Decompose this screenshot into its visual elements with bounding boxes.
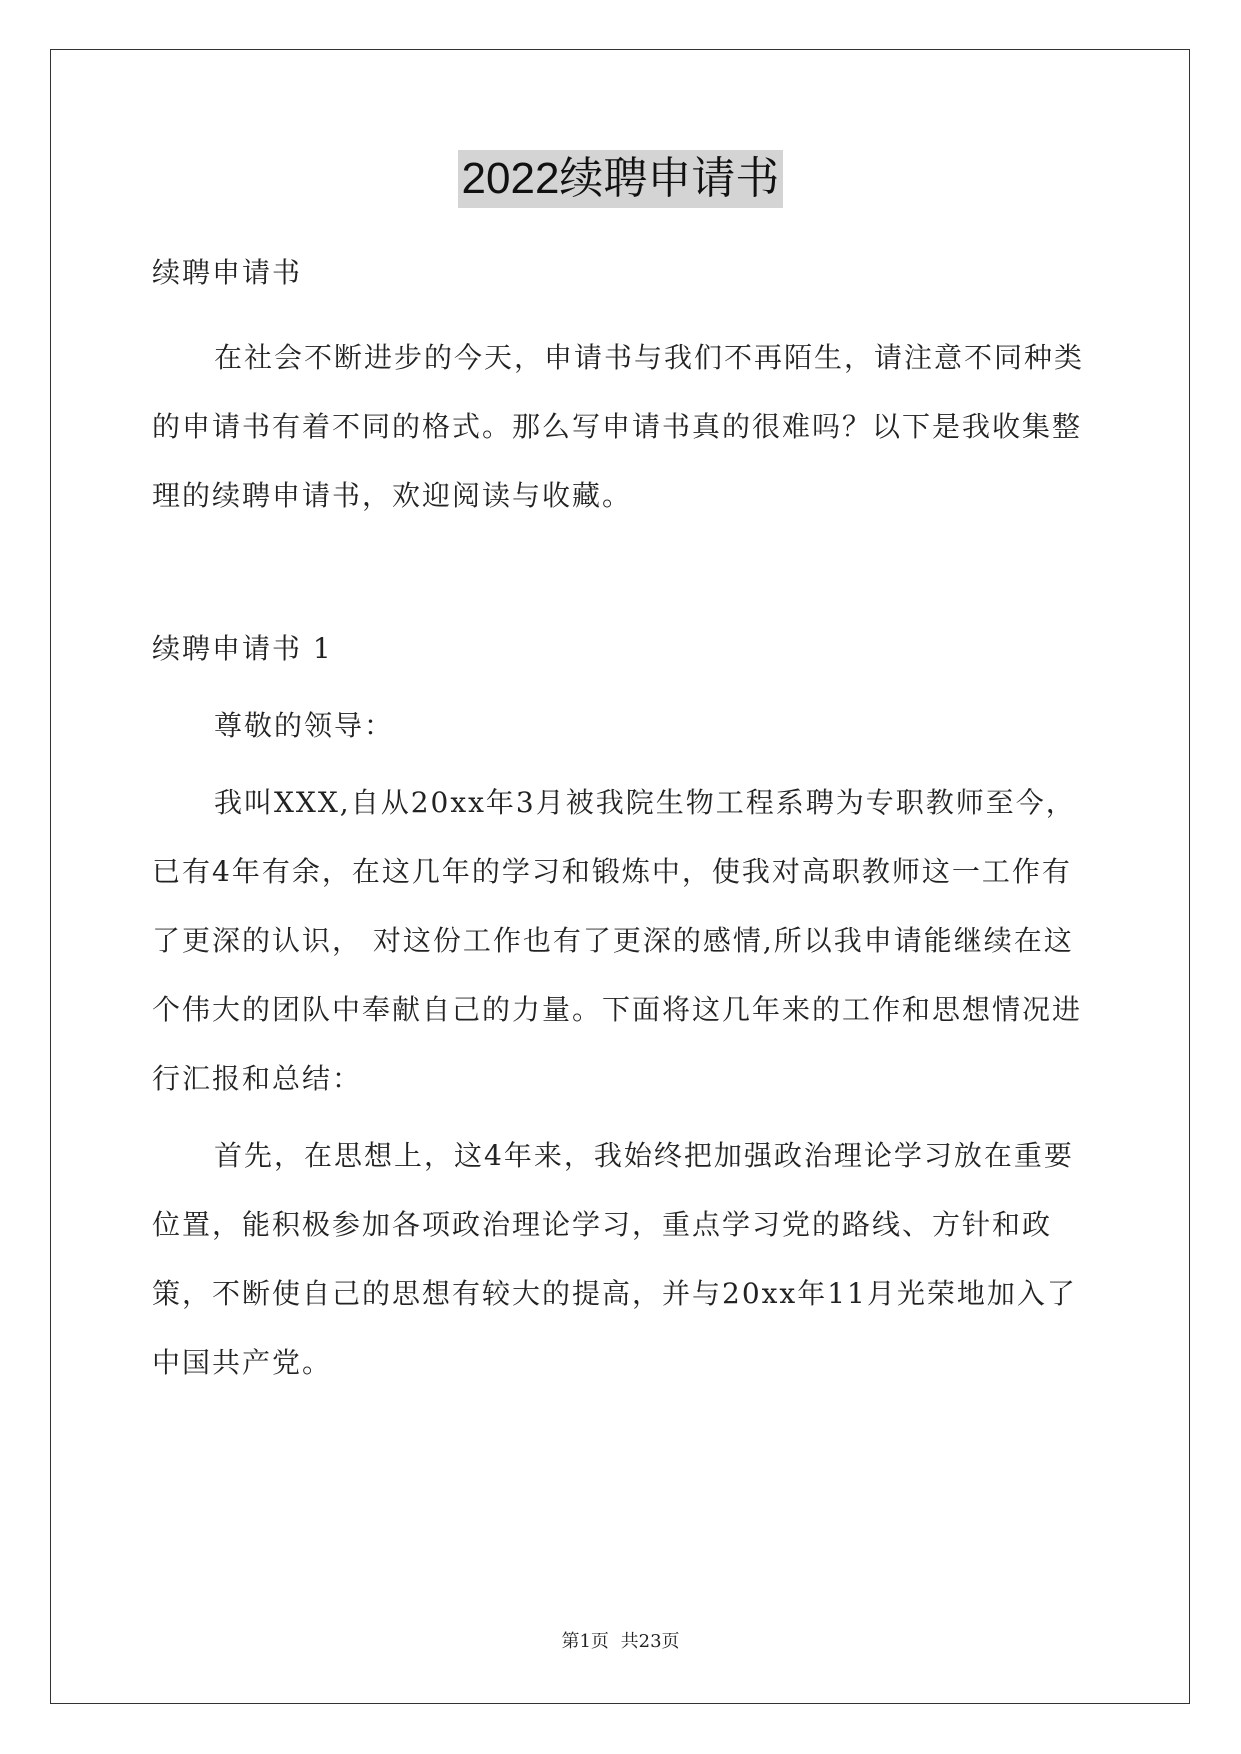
salutation: 尊敬的领导： xyxy=(214,709,395,742)
total-pages: 共23页 xyxy=(620,1631,680,1652)
document-title: 2022续聘申请书 xyxy=(458,150,784,208)
title-container xyxy=(0,150,1241,208)
body-paragraph-2: 首先，在思想上，这4年来，我始终把加强政治理论学习放在重要位置，能积极参加各项政治理论学习，重点学习党的路线、方针和政策，不断使自己的思想有较大的提高，并与20xx年11月光荣地加入了中国共产党。 xyxy=(152,1139,1077,1379)
document-subtitle: 续聘申请书 xyxy=(152,256,303,289)
section-heading: 续聘申请书 1 xyxy=(152,632,333,665)
body-paragraph-1: 我叫XXX,自从20xx年3月被我院生物工程系聘为专职教师至今，已有4年有余，在这几年的学习和锻炼中，使我对高职教师这一工作有了更深的认识， 对这份工作也有了更深的感情,所以我申请能继续在这个伟大的团队中奉献自己的力量。下面将这几年来的工作和思想情况进行汇报和总结： xyxy=(152,786,1083,1095)
page-footer xyxy=(0,1627,1241,1653)
document-body xyxy=(152,238,1088,1397)
page-number: 第1页 xyxy=(561,1631,609,1652)
intro-paragraph: 在社会不断进步的今天，申请书与我们不再陌生，请注意不同种类的申请书有着不同的格式。那么写申请书真的很难吗？以下是我收集整理的续聘申请书，欢迎阅读与收藏。 xyxy=(152,341,1085,512)
